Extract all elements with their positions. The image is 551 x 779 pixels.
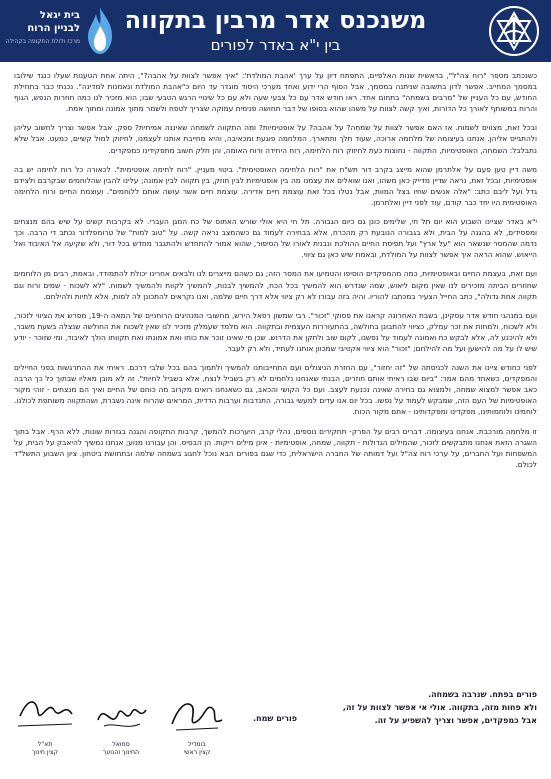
page-subtitle: בין י"א באדר לפורים bbox=[210, 36, 341, 54]
idf-emblem-icon bbox=[487, 4, 541, 58]
signature-title: סמואל bbox=[112, 741, 130, 748]
institute-logo bbox=[5, 4, 116, 58]
body-paragraph: כשנכתב מספר "רוח צה"ל", בראשית שנות האלפיים, התפתח דיון על ערך 'אהבת המולדת': "איך אפשר לצוות על אהבה?", היתה אחת הטענות שעלו כנגד שילובו במסמך המחייב. אפשר לדון בתשובה שניתנה במסמך, אבל הסוף הרי ידוע ואחד מערכי היסוד מוגדר עד היום כ"אהבת המולדת ונאמנות למדינה". נכנתי כבר בתחילת החודש, עם כל העניין של "מרבים בשמחה" בתחום אחד. ראו חודש אדר עם כל צבעי שעה ולא עם כל שינויי הרגש הטבעי שבו; הוא מזכיר לנו כמה חוזרות הנפש, הגוף והרוח במשותף לאורך כל הדורות, ואיך קשה לצוות על משהו שהוא בסופו של דבר תחושה פנימית עמוקה שצריך לטפח ולשמר מתוך אמונה ומתוך אמת. bbox=[14, 71, 537, 114]
body-paragraph: ועם זאת, בעצמת החיים ובאופטימיות, כמה מהמפקדים הוסיפו והטמיעו את המסר הזה; גם כשהם מייצרים לנו ולבאים אחרינו יכולת להתמודד. ובאמת, רבים מן הלוחמים שחוזרים הביתה מזכירים לנו שאין מקום ליאוש, שמה שנדרש הוא להמשיך בכל הכח, להמשיך לבנות, להמשיך לקוות ולהמשיך לשמוח. "לא לשכוח - שמים ורוח וגם תקווה אחת גדולה", כתב החייל הצעיר במכתבו להוריו. והיה בזה עבורו לא רק ציווי אלא דרך חיים שלמה, ואנו נקראים להתכונן לה למות, אלא לחיות ולהילחם. bbox=[14, 269, 537, 301]
signature-icon bbox=[166, 690, 228, 738]
signature-column bbox=[10, 690, 80, 757]
page-title: משנכנס אדר מרבין בתקווה bbox=[124, 6, 427, 34]
signature-column bbox=[86, 690, 156, 757]
body-paragraph: י"א באדר שציינו השבוע הוא יום תל חי, שלימים כונן גם כיום הגבורה. תל חי היא אולי שורש האתוס של כח המגן העברי. לא בקרבות קשים על שיש בהם מנצחים ומפסידים, לא בהגנה על הבית, ולא בגבורה הנובעת רק מהכרח, אלא בבחירה לעמוד גם כשהמצב נראה קשה. על "טוב למות" של טרומפלדור נכתב די הרבה. וכך נדמה שהמסר שנשאר הוא "על ארץ" ועל תפיסת החיים ההולכת ונבנית לאורו של הסיפור, שהוא אמור להתחדש ולהתגבר מחדש בכל דור, ולא שקיעה אל האיבוד ואל הייאוש. שהוא הראה איך אפשר לצוות על המולדת, ובאמת שיש כאן גם ציווי. bbox=[14, 217, 537, 260]
letter-body bbox=[14, 70, 537, 678]
signature-role: קצין ראשי bbox=[183, 749, 211, 756]
body-paragraph: ועם במנהגי חודש אדר עסקינן, בשבת האחרונה קראנו את פסוקי "זכור". רבי שמשון רפאל הירש, מחשובי המנהיגים הרוחניים של המאה ה-19, מפרש את הציווי לזכור, ולא לשכוח, ולמחות את זכר עמלק, כציווי להתבונן בחולשה, בהתעוררות העצמית ובתקווה. הוא מלמד שעמלק מזכיר לנו שאין לשכוח את החולשה שנצלה בשעת משבר, ולא להיכנע לה, אלא לבקש כח ואמונה לעמוד על נפשנו, לקום שוב ולתקן את הדרוש. שכן מי שאינו זוכר את כוחו ואת אמונתו ואת תקוותו הולך לאיבוד, ומי שזוכר - יודע שיש לו על מה להישען ועל מה להילחם; "זכור" הוא ציווי אקטיבי שמכוון אותנו לעתיד, ולא רק לעבר. bbox=[14, 310, 537, 353]
closing-line: פורים בפתח. שנרבה בשמחה. bbox=[428, 690, 537, 699]
body-paragraph: זו מלחמה מורכבת. אנחנו בעיצומה. דברים רבים על הפרק- תחקירים נוספים, נהלי קרב, היערכות להמשך, קרבות התקופה והגנה בגזרות שונות, ללא הרף. אבל בתוך השגרה הזאת אנחנו מתבקשים לזכור, שהמילים הגדולות - תקווה, שמחה, אופטימיות - אינן מילים ריקות. הן הבסיס. והן עבורנו מנוע; אנחנו נמשיך להיאבק על הבית, על המשפחות ועל החברים, על ערכי רוח צה"ל ועל דמותה של החברה הישראלית, כדי שגם בפורים הבא נוכל לחגוג בשמחה שלמה ובתחושת ביטחון. ציון השבוע התשל"ד לכולם. bbox=[14, 426, 537, 469]
signature-role: החינוך והנוער bbox=[102, 749, 140, 756]
body-paragraph: משה דיין טען פעם על אלתרמן שהוא מייצג בקרב דור תש"ח את "רוח הלחימה האופטימית". ביטוי מעניין. "רוח לחימה אופטימית". לכאורה כל רוח לחימה יש בה אופטימיות, ובכל זאת, נראה שדיין מדייק כאן משהו, ואנו שואלים את עצמנו מה בין אופטימיות לבין חוזק, בין תקווה לבין אמונה; עלינו להבין שהלוחמים שבקרבם ולצידם גדל ועל ליבם כתב: "אלה אנשים שחיו בצל המוות, אבל נטלו בכל זאת עוצמת חיים אדירה. עוצמת חיים אשר עושה אותם ללוחמים". ועוצמת החיים ורוח הלחימה האופטימית היו יחד כבר קודם, עוד לפני דיין ואלתרמן. bbox=[14, 164, 537, 207]
signature-title: בומדיל bbox=[188, 741, 206, 748]
signature-column bbox=[162, 690, 232, 757]
body-paragraph: לפני כחודש ציינו את השנה לכניסתה של "זה יחזור", עם החזרת הניצולים ועם התחייבותנו להמשיך ולתמוך בהם בכל שלבי דרכם. ראיתי את ההתרגשות בפני החיילים והמפקדים, כשאחד מהם אמר: "ביום שבו ראיתי אותם חוזרים, הבנתי שאנחנו נלחמים לא רק בשביל לנצח, אלא בשביל לחיות". זה לא מובן מאליו שבתוך כל כך הרבה כאב אפשר למצוא שמחה, ולמצוא גם בחירה שאינה נכנעת לעצב. ועם כל הקושי והכאב, גם כשאנחנו רואים מקרוב מה כוחם של החיים ואיך הם מנצחים - זוהי מקור האופטימיות של העם הזה, שמבקש לעמוד על נפשו. בכל יום אנו עדים למעשי גבורה, התנדבות וערבות הדדית, המראים שהרוח אינה נשברת, ושהתקווה משותפת לכולנו. לוחמינו ולוחמותינו, מפקדינו ומפקדותינו - אתם מקור הכוח. bbox=[14, 363, 537, 417]
signature-block bbox=[10, 690, 232, 770]
body-paragraph: ובכל זאת, מצווים לשמוח. אז האם אפשר לצוות על שמחה? על אהבה? על אופטימיות? ומה התקווה לשמחה שאיננה אמיתית? ספק. אבל אפשר וצריך לחשוב עליהן ולהתגייס אליהן. אנחנו בעיצומה של מלחמה ארוכה, שעוד תלך ותתארך. המלחמה פוגעת ומכאיבה, והיא מחייבת אותנו לעצמנו, לחיזוק למול קשיים, כמעט. אבל שלא נתבלבל: השמחה, האופטימיות, התקווה - נחוצות כעת לחיזוק רוח הלחימה, רוח היחידה ורוח האומה, והן חלק חשוב מתפקידינו כמפקדים. bbox=[14, 123, 537, 155]
closing-line: אבל כמפקדים, אפשר וצריך להשפיע על זה. bbox=[374, 716, 537, 725]
logo-text-line-1: בית יגאל bbox=[39, 10, 80, 21]
purim-greeting: פורים שמח. bbox=[253, 714, 297, 723]
signature-title: תא"ל bbox=[37, 741, 53, 748]
logo-text-line-2: לבניין הרוח bbox=[27, 23, 80, 34]
flame-logo-icon bbox=[84, 6, 116, 56]
page-header bbox=[0, 0, 551, 62]
signature-icon bbox=[90, 690, 152, 738]
signature-icon bbox=[14, 690, 76, 738]
signature-role: קצין חינוך bbox=[31, 749, 58, 756]
closing-line: ולא פחות מזה, בתקווה. אולי אי אפשר לצוות על זה, bbox=[342, 703, 537, 712]
logo-text-line-3: מרכז ולולת התקופה בקהילה bbox=[5, 38, 80, 45]
